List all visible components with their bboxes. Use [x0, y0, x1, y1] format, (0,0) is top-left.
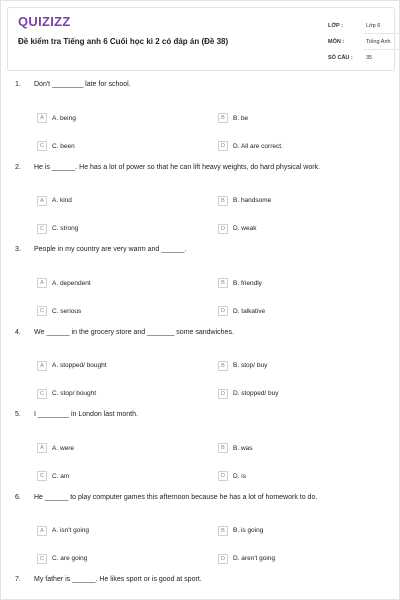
answer-option-b[interactable] — [218, 361, 267, 371]
answer-option-c[interactable] — [37, 389, 96, 399]
option-letter-box: C — [37, 224, 47, 234]
answer-option-b[interactable] — [218, 278, 262, 288]
option-letter-box: B — [218, 361, 228, 371]
option-letter-box: D — [218, 389, 228, 399]
option-letter-box: C — [37, 389, 47, 399]
answer-option-d[interactable] — [218, 389, 279, 399]
option-letter-box: C — [37, 141, 47, 151]
option-text: C. are going — [52, 555, 88, 562]
answer-option-b[interactable] — [218, 443, 253, 453]
option-text: D. talkative — [233, 307, 266, 315]
option-text: C. strong — [52, 225, 79, 232]
option-letter-box: C — [37, 554, 47, 564]
answer-option-a[interactable] — [37, 361, 107, 371]
question-text: He is ______. He has a lot of power so that he can lift heavy weights, do hard physical work. — [34, 163, 320, 171]
meta-row-class — [328, 18, 400, 34]
option-letter-box: A — [37, 113, 47, 123]
option-text: B. handsome — [233, 197, 272, 204]
answer-option-c[interactable] — [37, 141, 75, 151]
question-text: We ______ in the grocery store and _______ some sandwiches. — [34, 328, 234, 336]
question-text: He ______ to play computer games this afternoon because he has a lot of homework to do. — [34, 493, 318, 501]
answer-option-d[interactable] — [218, 141, 283, 151]
meta-label: SỐ CÂU : — [328, 55, 353, 61]
answer-option-c[interactable] — [37, 224, 78, 234]
option-letter-box: A — [37, 278, 47, 288]
question-6 — [15, 494, 317, 501]
option-text: A. were — [52, 444, 75, 452]
meta-row-subject — [328, 34, 400, 50]
question-4 — [15, 329, 234, 336]
meta-row-count — [328, 50, 400, 66]
option-letter-box: C — [37, 306, 47, 316]
meta-label: LỚP : — [328, 23, 343, 29]
option-text: A. kind — [52, 197, 72, 204]
meta-info — [328, 18, 400, 66]
question-2 — [15, 164, 320, 171]
answer-option-c[interactable] — [37, 471, 69, 481]
question-number: 4. — [15, 328, 21, 336]
option-text: B. stop/ buy — [233, 362, 268, 369]
question-5 — [15, 411, 138, 418]
option-letter-box: D — [218, 141, 228, 151]
answer-option-a[interactable] — [37, 526, 89, 536]
question-text: Don't ________ late for school. — [34, 81, 131, 88]
option-text: B. friendly — [233, 279, 262, 287]
option-text: D. is — [233, 472, 246, 480]
answer-option-a[interactable] — [37, 196, 72, 206]
option-letter-box: D — [218, 554, 228, 564]
option-text: B. is going — [233, 527, 264, 534]
question-1 — [15, 81, 131, 88]
option-text: C. stop/ bought — [52, 390, 97, 397]
question-3 — [15, 246, 187, 253]
answer-option-c[interactable] — [37, 554, 87, 564]
meta-label: MÔN : — [328, 39, 345, 45]
option-text: A. isn't going — [52, 527, 90, 534]
option-text: B. was — [233, 444, 253, 452]
answer-option-b[interactable] — [218, 526, 263, 536]
answer-option-d[interactable] — [218, 306, 265, 316]
option-letter-box: A — [37, 443, 47, 453]
question-7 — [15, 576, 202, 583]
option-text: D. All are correct. — [233, 142, 283, 150]
question-text: People in my country are very warm and ______. — [34, 246, 187, 253]
answer-option-a[interactable] — [37, 278, 91, 288]
option-text: C. been — [52, 142, 75, 150]
question-number: 2. — [15, 163, 21, 171]
option-letter-box: B — [218, 196, 228, 206]
question-number: 1. — [15, 81, 21, 88]
quizizz-logo: QUIZIZZ — [18, 14, 71, 29]
meta-value: Tiếng Anh — [364, 34, 400, 50]
option-letter-box: A — [37, 196, 47, 206]
answer-option-b[interactable] — [218, 113, 248, 123]
question-text: I ________ in London last month. — [34, 411, 138, 418]
option-text: D. aren't going — [233, 555, 276, 562]
question-number: 5. — [15, 411, 21, 418]
meta-value: 35 — [366, 55, 373, 61]
answer-option-a[interactable] — [37, 113, 76, 123]
answer-option-b[interactable] — [218, 196, 271, 206]
worksheet-header — [7, 7, 395, 71]
option-text: D. stopped/ buy — [233, 390, 279, 397]
option-text: A. being — [52, 114, 76, 122]
answer-option-a[interactable] — [37, 443, 74, 453]
option-letter-box: D — [218, 224, 228, 234]
option-letter-box: D — [218, 306, 228, 316]
option-letter-box: B — [218, 443, 228, 453]
question-text: My father is ______. He likes sport or is good at sport. — [34, 576, 202, 583]
option-letter-box: A — [37, 361, 47, 371]
option-letter-box: B — [218, 113, 228, 123]
option-text: B. be — [233, 114, 249, 122]
option-letter-box: D — [218, 471, 228, 481]
answer-option-d[interactable] — [218, 471, 246, 481]
answer-option-d[interactable] — [218, 554, 275, 564]
option-letter-box: A — [37, 526, 47, 536]
option-letter-box: C — [37, 471, 47, 481]
option-text: D. weak — [233, 225, 257, 232]
answer-option-d[interactable] — [218, 224, 256, 234]
option-letter-box: B — [218, 278, 228, 288]
answer-option-c[interactable] — [37, 306, 81, 316]
option-letter-box: B — [218, 526, 228, 536]
question-number: 3. — [15, 246, 21, 253]
option-text: A. dependent — [52, 279, 91, 287]
document-title: Đề kiểm tra Tiếng anh 6 Cuối học kì 2 có đáp án (Đề 38) — [18, 37, 229, 46]
option-text: A. stopped/ bought — [52, 362, 107, 369]
option-text: C. am — [52, 472, 70, 480]
meta-value: Lớp 6 — [364, 18, 400, 34]
option-text: C. serious — [52, 307, 82, 315]
question-number: 6. — [15, 493, 21, 501]
question-number: 7. — [15, 576, 21, 583]
